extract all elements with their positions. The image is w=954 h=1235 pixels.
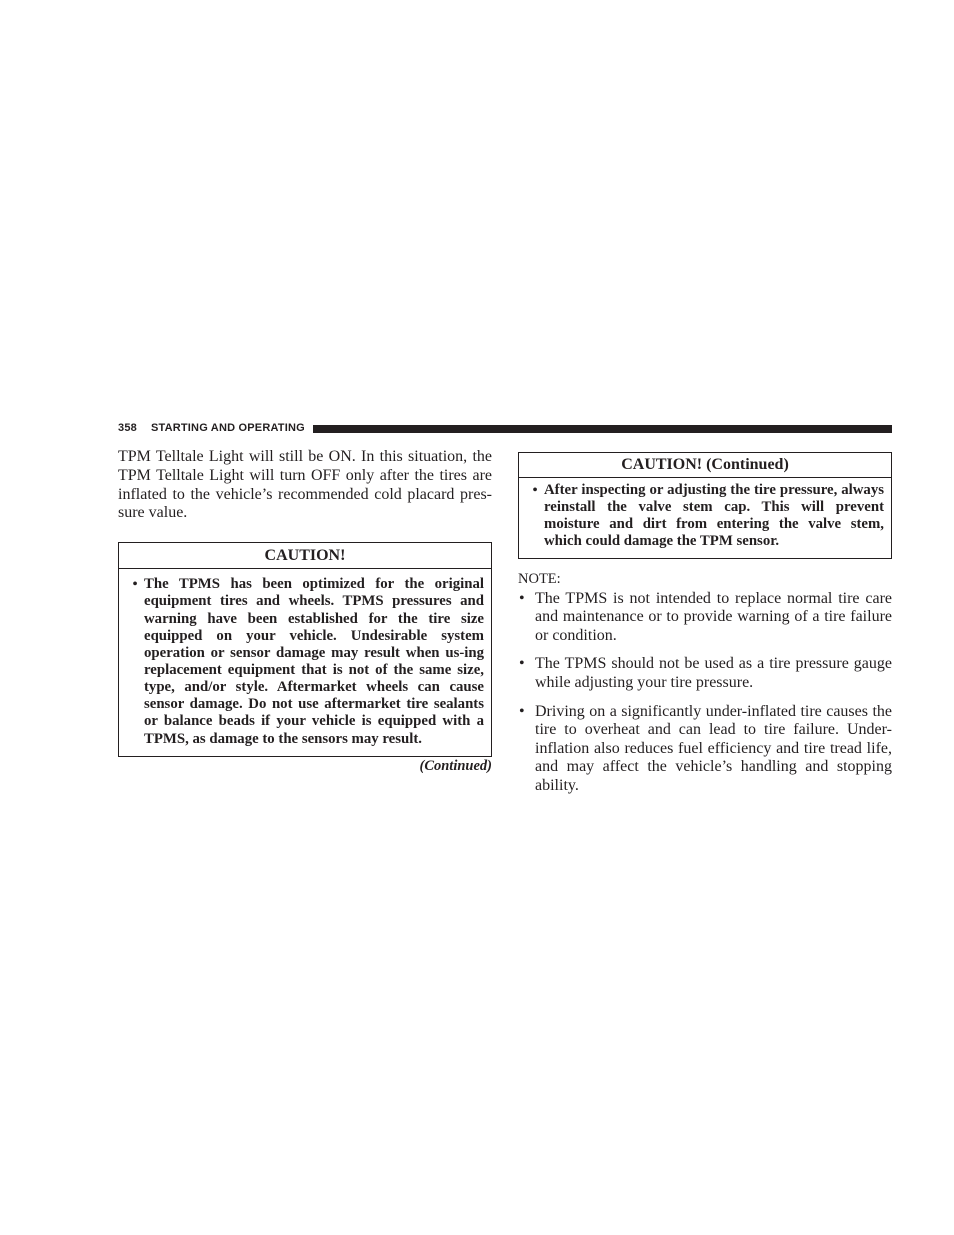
left-column xyxy=(118,448,492,775)
caution-box xyxy=(118,542,492,757)
note-item-text: The TPMS is not intended to replace normal tire care and maintenance or to provide warning of a tire failure or condition. xyxy=(535,589,892,644)
caution-continued-item xyxy=(526,482,884,551)
note-item xyxy=(518,703,892,796)
note-item xyxy=(518,655,892,692)
intro-paragraph: TPM Telltale Light will still be ON. In this situation, the TPM Telltale Light will turn OFF only after the tires are inflated to the vehicle’s recommended cold placard pres-sure value. xyxy=(118,448,492,522)
page-header xyxy=(118,420,892,436)
note-item xyxy=(518,590,892,646)
bullet: • xyxy=(519,655,525,673)
caution-continued-box xyxy=(518,452,892,559)
note-item-text: The TPMS should not be used as a tire pressure gauge while adjusting your tire pressure. xyxy=(535,655,892,691)
bullet: • xyxy=(519,589,525,607)
right-column xyxy=(518,452,892,806)
note-section xyxy=(518,571,892,796)
header-rule xyxy=(313,425,892,433)
bullet: • xyxy=(519,702,525,720)
caution-title: CAUTION! xyxy=(119,543,491,569)
caution-continued-title: CAUTION! (Continued) xyxy=(519,453,891,478)
note-list xyxy=(518,590,892,796)
bullet: • xyxy=(532,482,538,499)
caution-item xyxy=(126,576,484,748)
caution-item-text: The TPMS has been optimized for the original equipment tires and wheels. TPMS pressures and warning have been established for the tire size equipped on your vehicle. Undesirable system operation or sensor damage may result when us-ing replacement equipment that is not of the same size, type, and/or style. Aftermarket wheels can cause sensor damage. Do not use aftermarket tire sealants or balance beads if your vehicle is equipped with a TPMS, as damage to the sensors may result. xyxy=(144,576,484,747)
note-label: NOTE: xyxy=(518,570,561,587)
section-title: STARTING AND OPERATING xyxy=(150,422,305,434)
caution-continued-item-text: After inspecting or adjusting the tire pressure, always reinstall the valve stem cap. This will prevent moisture and dirt from entering the valve stem, which could damage the TPM sensor. xyxy=(544,482,884,550)
bullet: • xyxy=(132,576,138,594)
caution-continued-body xyxy=(519,478,891,558)
page-number: 358 xyxy=(118,422,137,434)
continued-label: (Continued) xyxy=(419,757,492,774)
caution-body xyxy=(119,569,491,756)
note-item-text: Driving on a significantly under-inflated tire causes the tire to overheat and can lead to tire failure. Under-inflation also reduces fuel efficiency and tire tread life, and may affect the vehicle’s handling and stopping ability. xyxy=(535,702,892,794)
